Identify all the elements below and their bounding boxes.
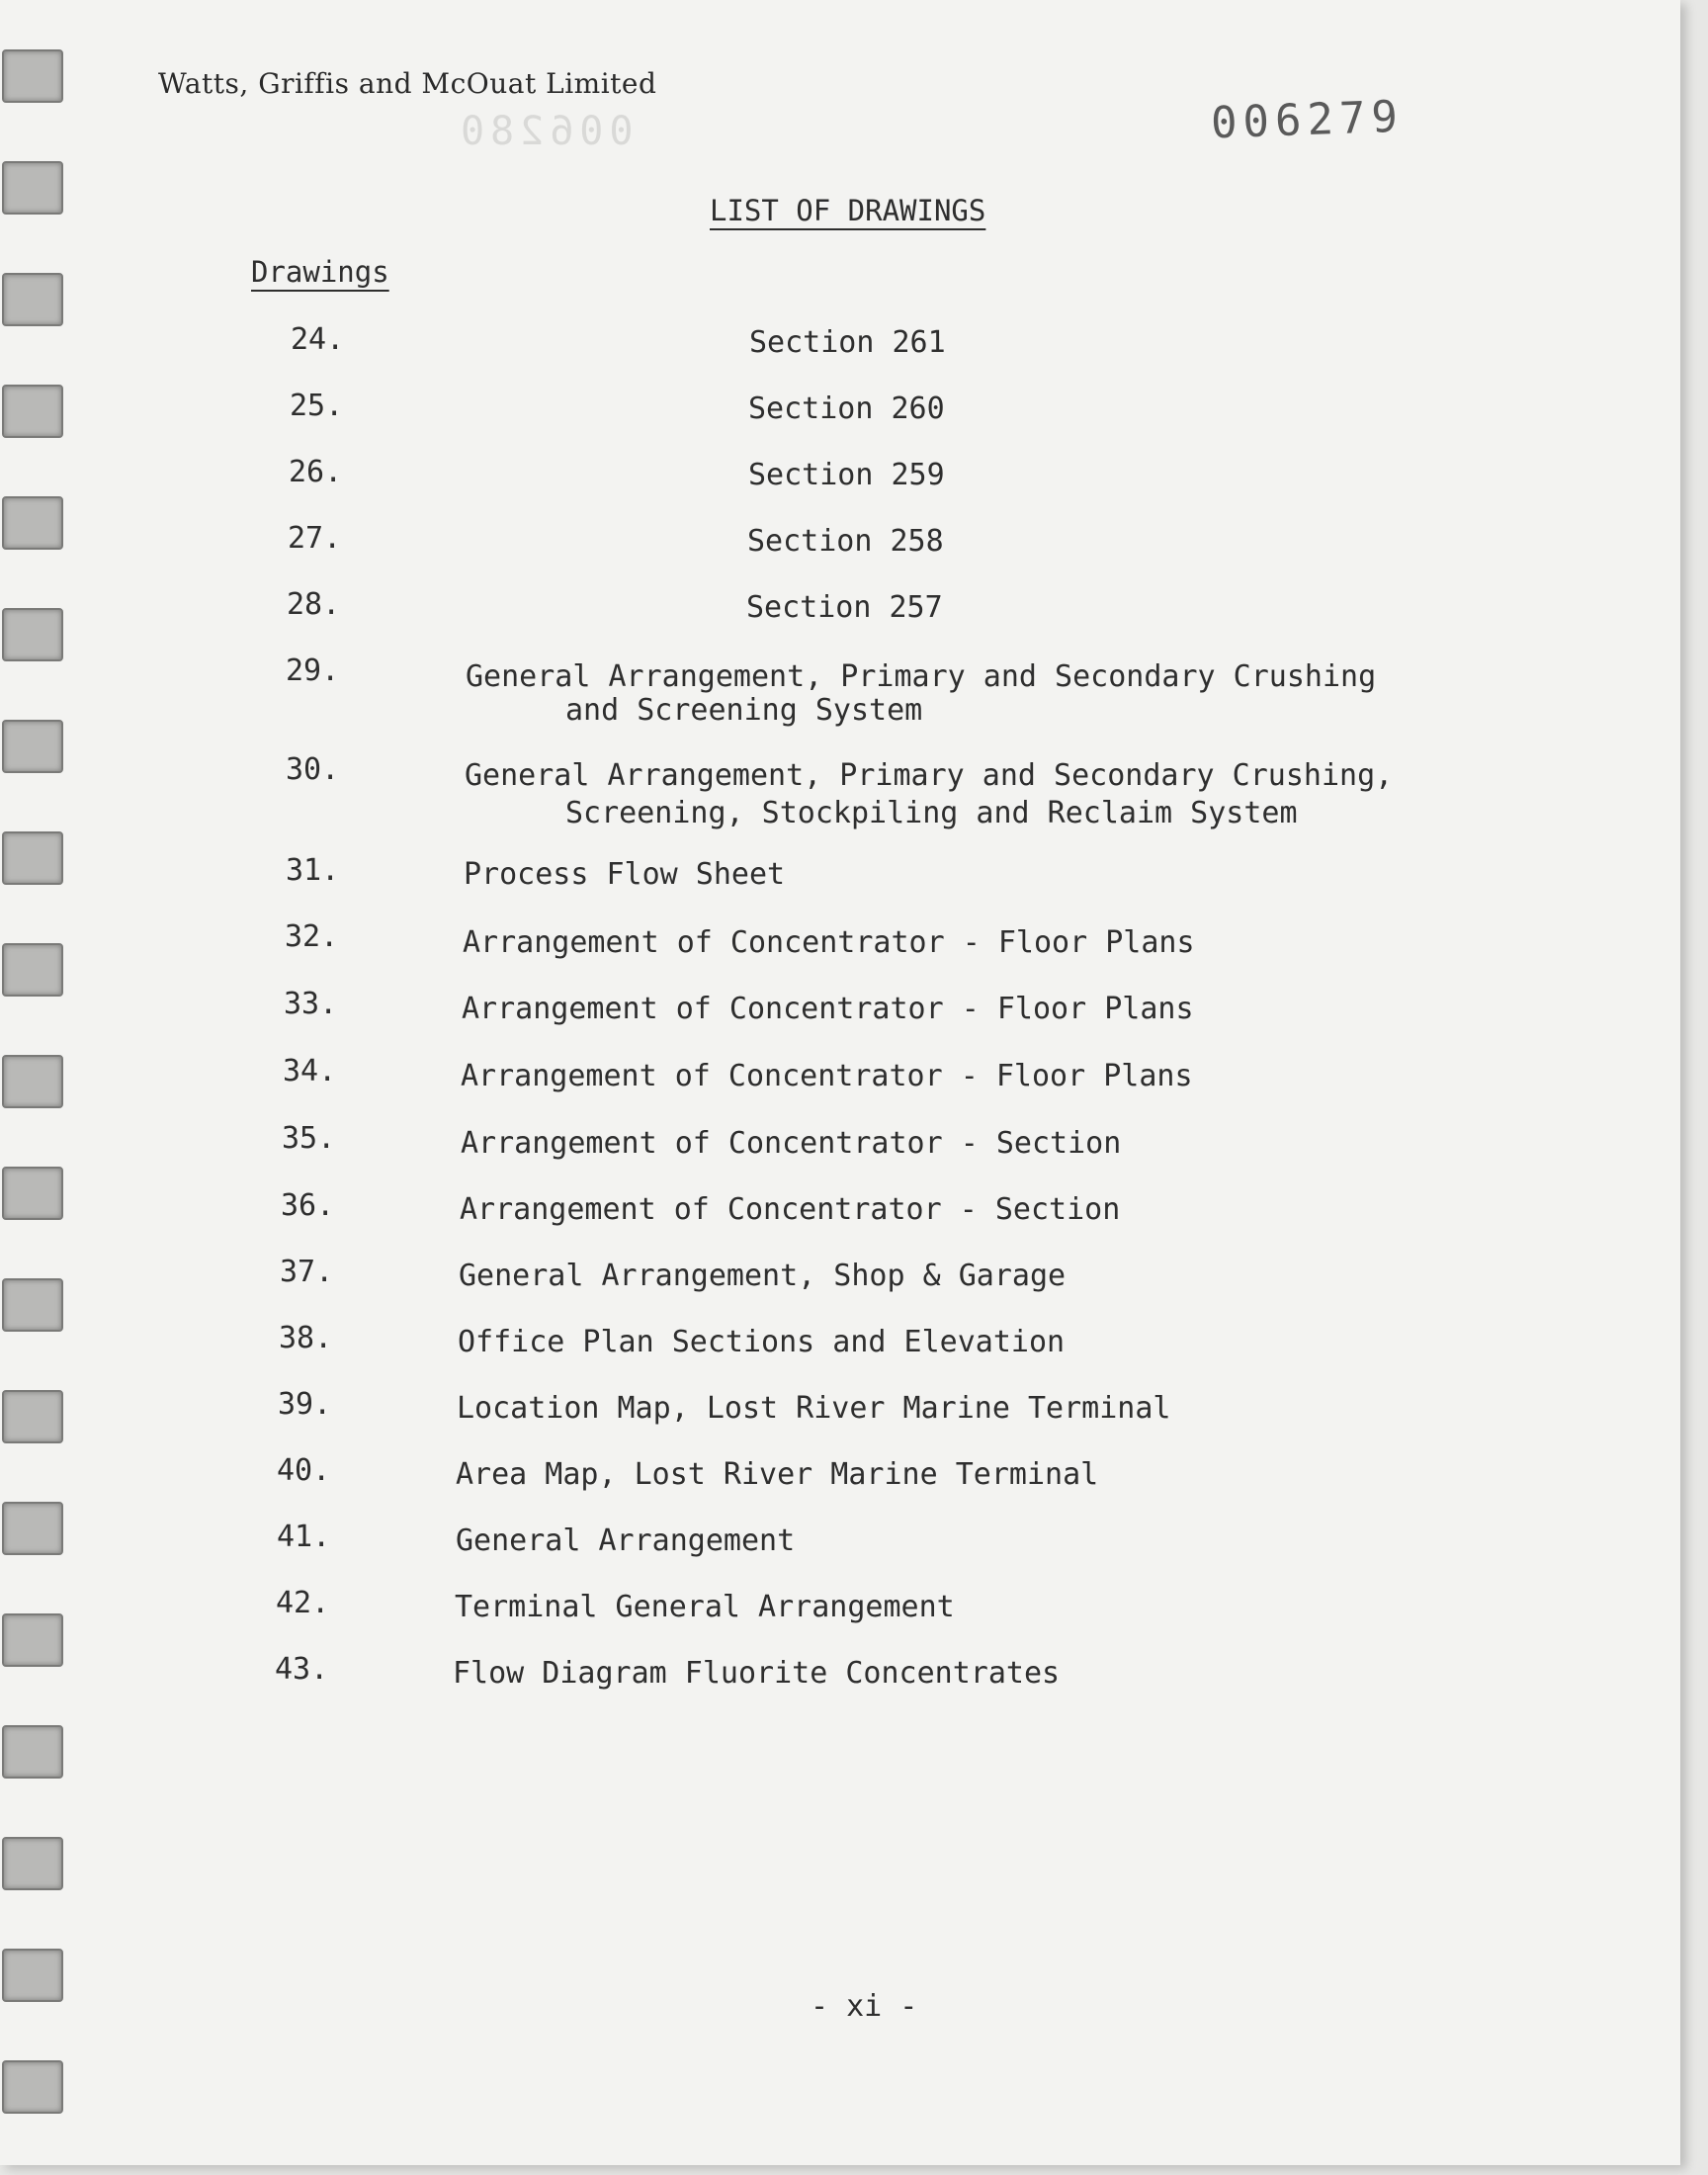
binding-hole-icon — [2, 608, 63, 661]
binding-hole-icon — [2, 1055, 63, 1108]
drawing-title: Arrangement of Concentrator - Floor Plans — [461, 1059, 1193, 1093]
drawing-number: 37. — [280, 1255, 334, 1289]
drawing-number: 36. — [281, 1188, 335, 1223]
binding-hole-icon — [2, 1167, 63, 1220]
drawing-title: Arrangement of Concentrator - Section — [460, 1192, 1121, 1227]
drawing-title: Section 257 — [746, 590, 943, 625]
drawing-title: Section 260 — [748, 392, 945, 426]
drawing-number: 31. — [286, 853, 340, 888]
bleed-through-stamp: 006280 — [455, 109, 634, 154]
drawing-number: 29. — [286, 653, 340, 688]
drawing-number: 38. — [279, 1321, 333, 1355]
binding-hole-icon — [2, 1949, 63, 2002]
binding-hole-icon — [2, 1278, 63, 1332]
drawing-number: 24. — [291, 322, 345, 357]
binding-hole-icon — [2, 496, 63, 550]
drawing-number: 42. — [276, 1586, 330, 1620]
drawing-title: General Arrangement, Primary and Secondary Crushing — [466, 659, 1377, 694]
binding-hole-icon — [2, 49, 63, 103]
drawing-title: Section 259 — [748, 458, 945, 492]
binding-hole-icon — [2, 720, 63, 773]
drawing-title: Section 258 — [747, 524, 944, 559]
drawing-title: Location Map, Lost River Marine Terminal — [457, 1391, 1171, 1426]
binding-hole-icon — [2, 1837, 63, 1890]
page-number: - xi - — [811, 1989, 918, 2024]
drawing-title: General Arrangement, Primary and Secondary Crushing, — [465, 758, 1394, 793]
drawing-number: 26. — [289, 455, 343, 489]
drawing-number: 33. — [284, 987, 338, 1021]
binding-hole-icon — [2, 943, 63, 997]
binding-hole-icon — [2, 385, 63, 438]
drawing-title: Section 261 — [749, 325, 946, 360]
drawing-title: Office Plan Sections and Elevation — [458, 1325, 1066, 1359]
binding-hole-icon — [2, 831, 63, 885]
binding-hole-icon — [2, 161, 63, 215]
binding-hole-icon — [2, 273, 63, 326]
drawing-number: 43. — [275, 1652, 329, 1687]
drawing-number: 32. — [285, 919, 339, 954]
drawing-number: 35. — [282, 1121, 336, 1156]
drawing-title: Process Flow Sheet — [464, 857, 786, 892]
drawing-title: General Arrangement, Shop & Garage — [459, 1259, 1067, 1293]
binding-hole-icon — [2, 1725, 63, 1779]
drawing-number: 25. — [290, 389, 344, 423]
drawing-number: 39. — [278, 1387, 332, 1422]
drawing-title: Arrangement of Concentrator - Floor Plans — [463, 925, 1195, 960]
drawing-title-continued: and Screening System — [565, 693, 923, 728]
drawing-number: 34. — [283, 1054, 337, 1088]
drawing-title: Arrangement of Concentrator - Floor Plans — [462, 992, 1194, 1026]
spiral-binding — [0, 0, 69, 2165]
column-heading: Drawings — [251, 255, 389, 289]
drawing-number: 40. — [277, 1453, 331, 1488]
drawing-number: 30. — [286, 752, 340, 787]
binding-hole-icon — [2, 2060, 63, 2114]
binding-hole-icon — [2, 1390, 63, 1443]
document-number-stamp: 006279 — [1210, 91, 1405, 149]
drawing-number: 28. — [287, 587, 341, 622]
drawing-title: Arrangement of Concentrator - Section — [461, 1126, 1122, 1161]
drawing-title: General Arrangement — [456, 1523, 796, 1558]
binding-hole-icon — [2, 1613, 63, 1667]
drawing-title-continued: Screening, Stockpiling and Reclaim System — [565, 796, 1298, 830]
drawing-title: Area Map, Lost River Marine Terminal — [456, 1457, 1099, 1492]
binding-hole-icon — [2, 1502, 63, 1555]
drawing-number: 27. — [288, 521, 342, 556]
page-title: LIST OF DRAWINGS — [710, 194, 986, 227]
drawing-number: 41. — [277, 1520, 331, 1554]
drawing-title: Flow Diagram Fluorite Concentrates — [453, 1656, 1061, 1691]
firm-letterhead: Watts, Griffis and McOuat Limited — [158, 67, 657, 100]
drawing-title: Terminal General Arrangement — [455, 1590, 955, 1624]
